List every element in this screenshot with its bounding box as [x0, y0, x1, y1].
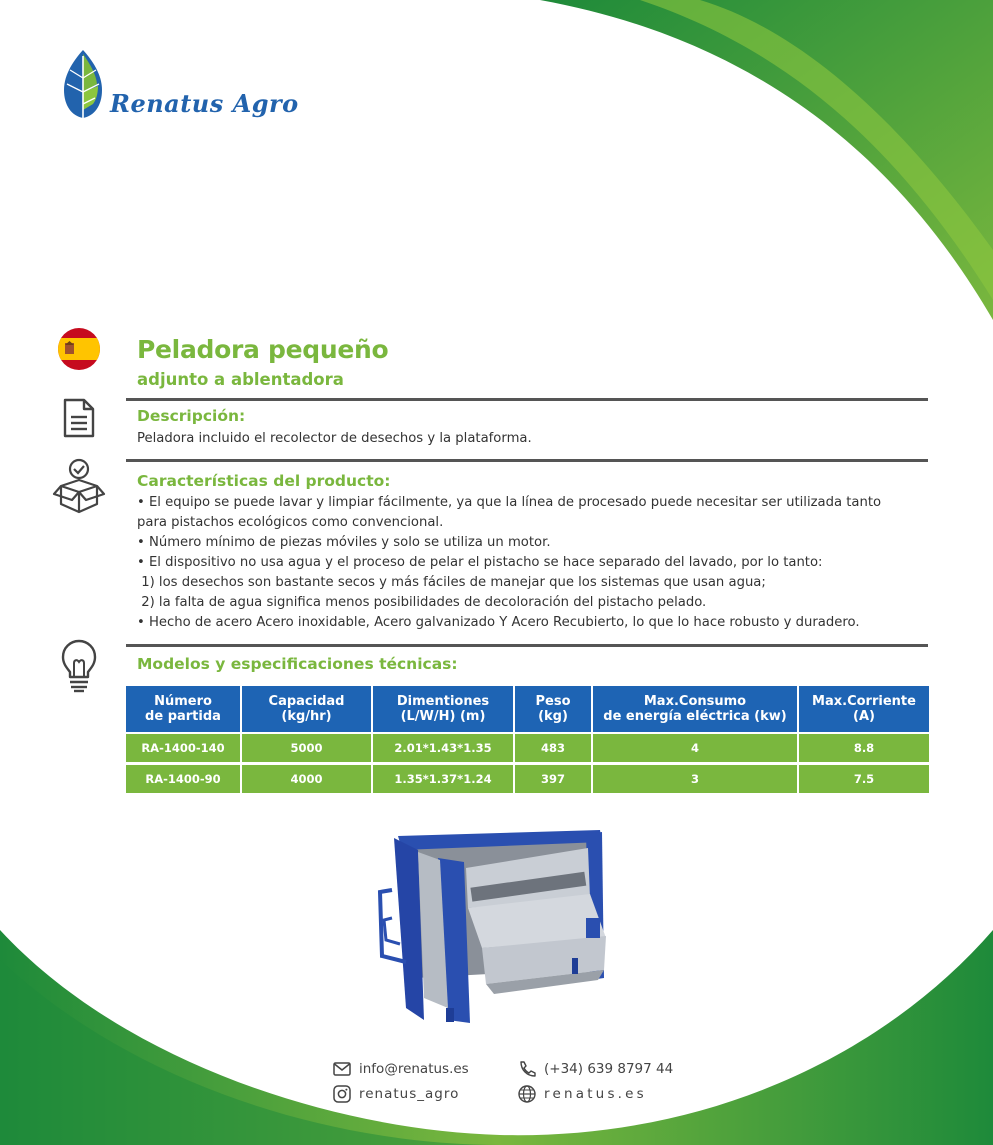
models-heading: Modelos y especificaciones técnicas:	[137, 655, 458, 673]
table-cell: 1.35*1.37*1.24	[372, 764, 514, 795]
contact-phone[interactable]	[518, 1061, 673, 1077]
document-icon	[62, 398, 96, 438]
table-cell: 4000	[241, 764, 372, 795]
phone-icon	[518, 1061, 536, 1077]
table-cell: 5000	[241, 733, 372, 764]
column-header: Dimentiones (L/W/H) (m)	[372, 686, 514, 733]
feature-line: • El equipo se puede lavar y limpiar fácilmente, ya que la línea de procesado puede necesitar ser utilizada tanto	[137, 495, 882, 510]
table-cell: 3	[592, 764, 798, 795]
table-cell: 397	[514, 764, 592, 795]
feature-line: 2) la falta de agua significa menos posibilidades de decoloración del pistacho pelado.	[137, 595, 707, 610]
divider	[126, 459, 928, 462]
table-row	[126, 764, 929, 795]
feature-line: • El dispositivo no usa agua y el proceso de pelar el pistacho se hace separado del lavado, por lo tanto:	[137, 555, 823, 570]
feature-line: • Hecho de acero Acero inoxidable, Acero galvanizado Y Acero Recubierto, lo que lo hace robusto y duradero.	[137, 615, 860, 630]
description-heading: Descripción:	[137, 407, 246, 425]
website-text: renatus.es	[544, 1086, 647, 1102]
specifications-table	[126, 686, 929, 796]
product-title: Peladora pequeño	[137, 335, 389, 364]
table-cell: RA-1400-140	[126, 733, 241, 764]
leaf-logo-icon	[62, 48, 104, 120]
table-cell: 2.01*1.43*1.35	[372, 733, 514, 764]
spain-flag-icon	[57, 327, 101, 371]
mail-icon	[333, 1062, 351, 1076]
email-text: info@renatus.es	[359, 1061, 469, 1077]
table-header-row	[126, 686, 929, 733]
brand-logo	[62, 48, 299, 120]
feature-line: • Número mínimo de piezas móviles y solo se utiliza un motor.	[137, 535, 551, 550]
contact-website[interactable]	[518, 1085, 647, 1103]
product-subtitle: adjunto a ablentadora	[137, 370, 344, 389]
table-row	[126, 733, 929, 764]
table-cell: 8.8	[798, 733, 929, 764]
divider	[126, 644, 928, 647]
instagram-text: renatus_agro	[359, 1086, 460, 1102]
feature-line: para pistachos ecológicos como convencional.	[137, 515, 444, 530]
column-header: Peso (kg)	[514, 686, 592, 733]
lightbulb-icon	[61, 639, 97, 695]
instagram-icon	[333, 1085, 351, 1103]
contact-email[interactable]	[333, 1061, 469, 1077]
product-box-icon	[52, 458, 106, 516]
table-cell: 7.5	[798, 764, 929, 795]
features-list	[137, 493, 927, 633]
contact-instagram[interactable]	[333, 1085, 459, 1103]
phone-text: (+34) 639 8797 44	[544, 1061, 674, 1077]
features-heading: Características del producto:	[137, 472, 391, 490]
machine-image	[376, 828, 616, 1028]
column-header: Max.Consumo de energía eléctrica (kw)	[592, 686, 798, 733]
feature-line: 1) los desechos son bastante secos y más fáciles de manejar que los sistemas que usan agua;	[137, 575, 766, 590]
description-text: Peladora incluido el recolector de desechos y la plataforma.	[137, 431, 532, 446]
brand-name: Renatus Agro	[110, 89, 299, 118]
divider	[126, 398, 928, 401]
column-header: Max.Corriente (A)	[798, 686, 929, 733]
globe-icon	[518, 1085, 536, 1103]
column-header: Número de partida	[126, 686, 241, 733]
table-cell: RA-1400-90	[126, 764, 241, 795]
column-header: Capacidad (kg/hr)	[241, 686, 372, 733]
table-cell: 483	[514, 733, 592, 764]
table-cell: 4	[592, 733, 798, 764]
